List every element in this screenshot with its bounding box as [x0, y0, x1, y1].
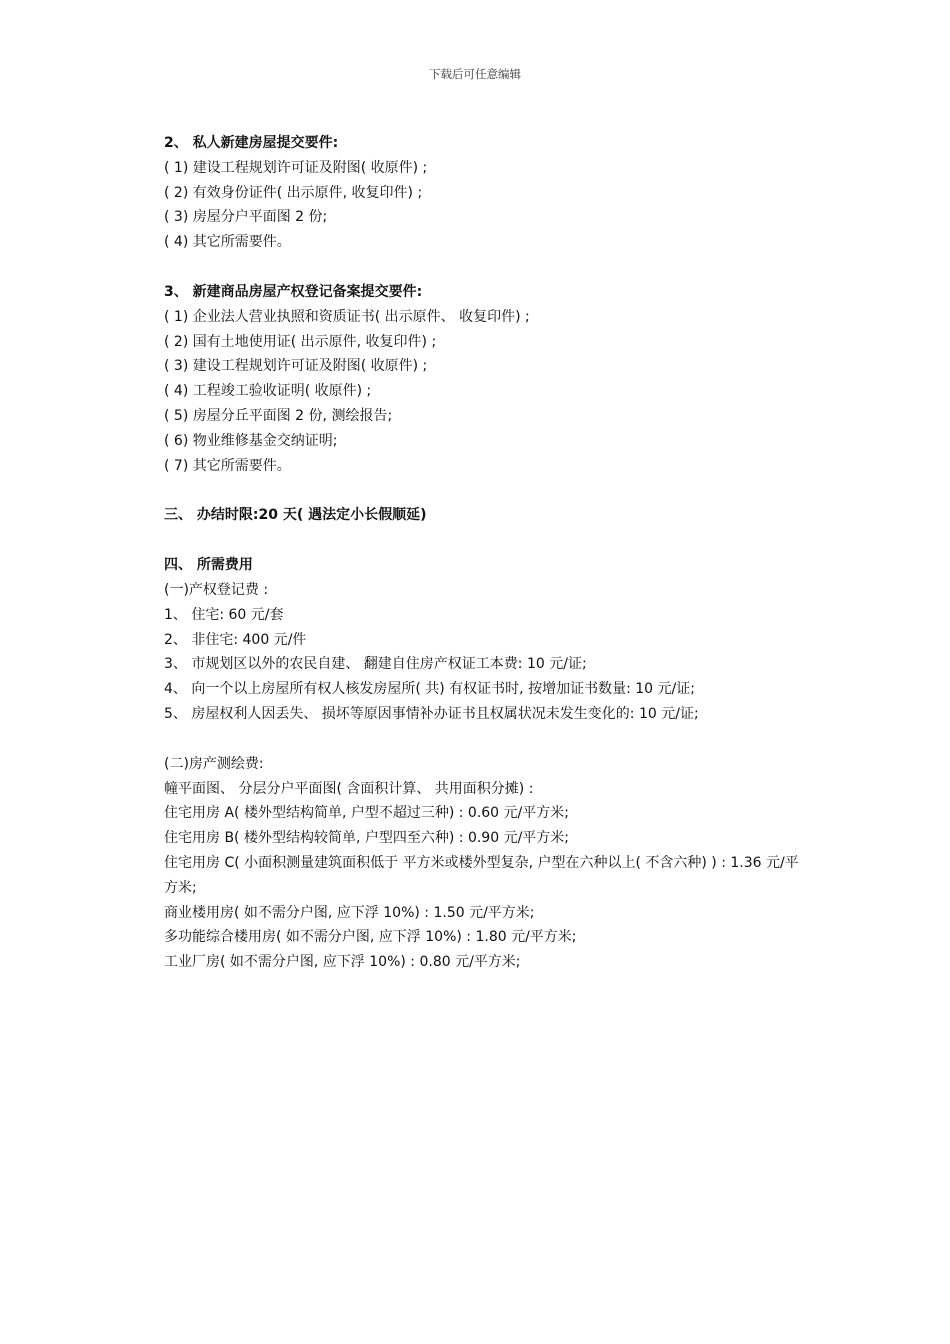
- surveying-fee-item: 商业楼用房( 如不需分户图, 应下浮 10%) : 1.50 元/平方米;: [164, 904, 535, 921]
- section-2-item: ( 1) 建设工程规划许可证及附图( 收原件) ;: [164, 159, 428, 176]
- spacer: [164, 528, 804, 553]
- section-3-item: ( 2) 国有土地使用证( 出示原件, 收复印件) ;: [164, 333, 437, 350]
- section-3-item: ( 7) 其它所需要件。: [164, 457, 291, 474]
- document-body: [164, 131, 804, 975]
- section-3-item: ( 6) 物业维修基金交纳证明;: [164, 432, 338, 449]
- registration-fee-item: 3、 市规划区以外的农民自建、 翻建自住房产权证工本费: 10 元/证;: [164, 656, 587, 673]
- spacer: [164, 255, 804, 280]
- section-2-item: ( 3) 房屋分户平面图 2 份;: [164, 209, 328, 226]
- surveying-fee-subtitle: (二)房产测绘费:: [164, 755, 264, 772]
- section-3-item: ( 4) 工程竣工验收证明( 收原件) ;: [164, 383, 372, 400]
- section-3-item: ( 5) 房屋分丘平面图 2 份, 测绘报告;: [164, 407, 393, 424]
- section-2-item: ( 4) 其它所需要件。: [164, 234, 291, 251]
- registration-fee-item: 5、 房屋权利人因丢失、 损坏等原因事情补办证书且权属状况未发生变化的: 10 元/证;: [164, 705, 699, 722]
- time-limit-title: 三、 办结时限:20 天( 遇法定小长假顺延): [164, 507, 427, 524]
- header-note: 下载后可任意编辑: [429, 67, 521, 81]
- spacer: [164, 478, 804, 503]
- surveying-fee-intro: 幢平面图、 分层分户平面图( 含面积计算、 共用面积分摊) :: [164, 780, 534, 797]
- registration-fee-item: 4、 向一个以上房屋所有权人核发房屋所( 共) 有权证书时, 按增加证书数量: 10 元/证;: [164, 681, 695, 698]
- spacer: [164, 727, 804, 752]
- registration-fee-item: 2、 非住宅: 400 元/件: [164, 631, 307, 648]
- section-2-item: ( 2) 有效身份证件( 出示原件, 收复印件) ;: [164, 184, 423, 201]
- surveying-fee-item: 住宅用房 A( 楼外型结构简单, 户型不超过三种) : 0.60 元/平方米;: [164, 805, 569, 822]
- section-3-item: ( 1) 企业法人营业执照和资质证书( 出示原件、 收复印件) ;: [164, 308, 530, 325]
- section-2-title: 2、 私人新建房屋提交要件:: [164, 135, 339, 151]
- section-3-item: ( 3) 建设工程规划许可证及附图( 收原件) ;: [164, 358, 428, 375]
- surveying-fee-item: 住宅用房 C( 小面积测量建筑面积低于 平方米或楼外型复杂, 户型在六种以上( 不含六种) ) : 1.36 元/平方米;: [164, 854, 799, 896]
- surveying-fee-item: 工业厂房( 如不需分户图, 应下浮 10%) : 0.80 元/平方米;: [164, 954, 521, 971]
- surveying-fee-item: 住宅用房 B( 楼外型结构较简单, 户型四至六种) : 0.90 元/平方米;: [164, 830, 570, 847]
- section-3-title: 3、 新建商品房屋产权登记备案提交要件:: [164, 283, 423, 300]
- registration-fee-item: 1、 住宅: 60 元/套: [164, 606, 284, 623]
- fees-title: 四、 所需费用: [164, 557, 253, 574]
- surveying-fee-item: 多功能综合楼用房( 如不需分户图, 应下浮 10%) : 1.80 元/平方米;: [164, 929, 577, 946]
- registration-fee-subtitle: (一)产权登记费 :: [164, 581, 269, 598]
